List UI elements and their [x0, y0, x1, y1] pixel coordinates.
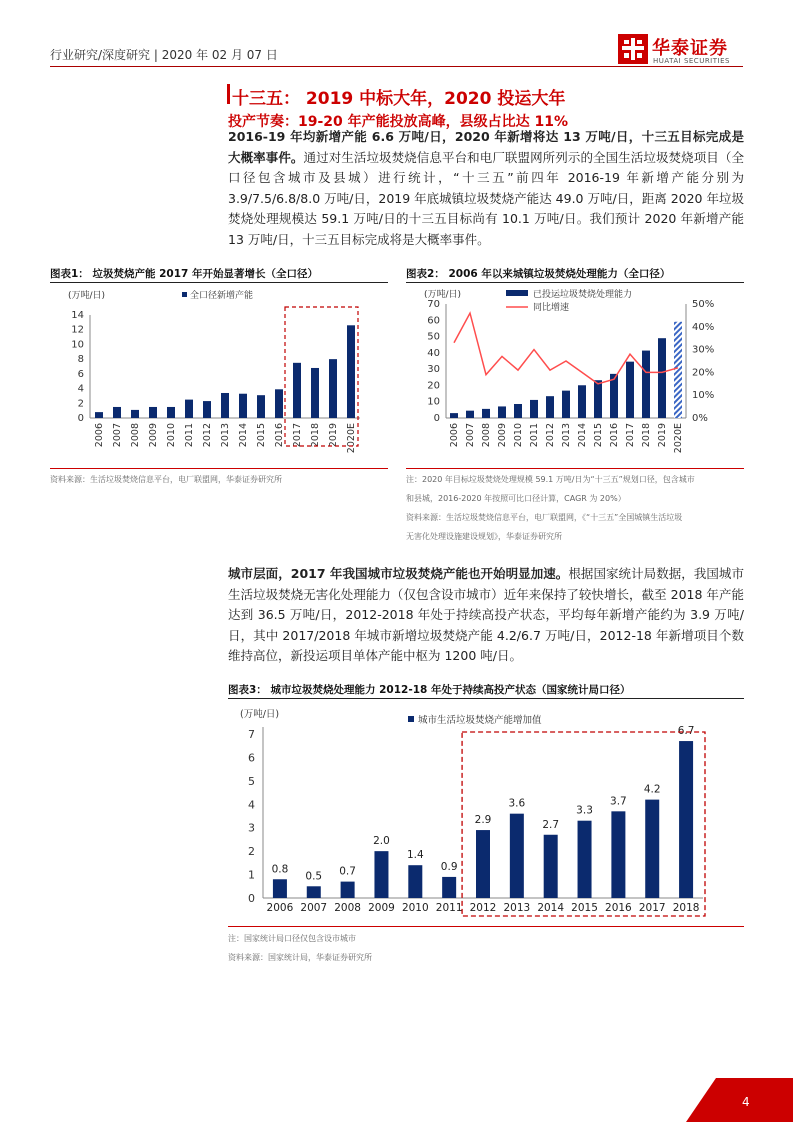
bar [544, 835, 558, 898]
legend-label-bars: 已投运垃圾焚烧处理能力 [533, 290, 633, 300]
y-tick-label: 5 [248, 774, 255, 788]
data-label: 0.7 [339, 865, 356, 878]
bar [466, 411, 474, 418]
report-header-info: 行业研究/深度研究 | 2020 年 02 月 07 日 [50, 48, 278, 62]
page-number-badge [686, 1078, 793, 1122]
data-label: 3.7 [610, 795, 627, 808]
figure-1-chart [50, 285, 390, 465]
x-tick-label: 2019 [328, 423, 339, 448]
bar [293, 363, 301, 418]
x-tick-label: 2010 [401, 902, 429, 914]
bar [498, 406, 506, 418]
figure-1-title: 图表1： 垃圾焚烧产能 2017 年开始显著增长（全口径） [50, 268, 318, 280]
y-tick-label: 0 [433, 413, 440, 424]
section-subtitle: 投产节奏：19-20 年产能投放高峰，县级占比达 11% [228, 114, 569, 130]
figure-2-notes [406, 470, 695, 546]
bar [408, 865, 422, 898]
bar [450, 413, 458, 418]
figure-1-bottom-rule [50, 468, 388, 469]
legend-label-line: 同比增速 [533, 303, 570, 313]
figure-2-source-line-1: 资料来源：生活垃圾焚烧信息平台，电厂联盟网，《“十三五”全国城镇生活垃圾 [406, 513, 683, 522]
legend-label: 城市生活垃圾焚烧产能增加值 [418, 715, 542, 726]
x-tick-label: 2016 [274, 423, 285, 448]
y-tick-label: 4 [77, 383, 84, 395]
bar [594, 380, 602, 418]
bar [510, 814, 524, 898]
x-tick-label: 2015 [256, 423, 267, 448]
bar [578, 385, 586, 418]
y2-tick-label: 40% [692, 321, 715, 333]
bar [546, 396, 554, 418]
x-tick-label: 2013 [503, 902, 531, 914]
y-tick-label: 10 [71, 339, 84, 351]
brand-logo [618, 34, 748, 70]
bar [578, 821, 592, 898]
paragraph-2-lead: 城市层面，2017 年我国城市垃圾焚烧产能也开始明显加速。 [228, 566, 569, 581]
figure-2-note-line-1: 注：2020 年目标垃圾焚烧处理规模 59.1 万吨/日为“十三五”规划口径，包含城市 [406, 475, 695, 484]
data-label: 6.7 [677, 725, 695, 738]
x-tick-label: 2008 [130, 423, 141, 448]
x-tick-label: 2009 [368, 902, 395, 914]
figure-3-title: 图表3： 城市垃圾焚烧处理能力 2012-18 年处于持续高投产状态（国家统计局口径） [228, 684, 631, 696]
figure-2-source-line-2: 无害化处理设施建设规划》，华泰证券研究所 [406, 532, 562, 541]
data-label: 4.2 [643, 783, 661, 796]
paragraph-2 [228, 564, 744, 667]
x-tick-label: 2014 [577, 423, 588, 448]
y-tick-label: 8 [77, 354, 84, 366]
figure-2-bottom-rule [406, 468, 744, 469]
bar [374, 851, 388, 898]
x-tick-label: 2018 [641, 423, 652, 448]
x-tick-label: 2006 [449, 423, 460, 448]
bar [341, 882, 355, 898]
y2-tick-label: 10% [692, 390, 715, 402]
x-tick-label: 2006 [266, 902, 294, 914]
data-label: 1.4 [406, 849, 424, 862]
figure-1-rule [50, 282, 388, 283]
x-tick-label: 2012 [545, 423, 556, 448]
bar [113, 407, 121, 418]
y-tick-label: 4 [248, 798, 255, 812]
legend-swatch-bars [506, 290, 528, 296]
bar [514, 404, 522, 418]
bar [482, 409, 490, 418]
x-tick-label: 2009 [148, 423, 159, 448]
bar [347, 325, 355, 418]
y-tick-label: 40 [427, 347, 440, 359]
paragraph-1-lead: 2016-19 年均新增产能 6.6 万吨/日，2020 年新增将达 13 万吨/日，十三五目标完成是大概率事件。 [228, 129, 744, 165]
data-label: 2.9 [474, 814, 492, 827]
data-label: 3.6 [508, 797, 526, 810]
y-tick-label: 0 [77, 413, 84, 424]
page-number: 4 [742, 1095, 750, 1109]
y-tick-label: 2 [248, 845, 255, 859]
figure-2-chart [406, 285, 746, 465]
bar [611, 811, 625, 898]
y2-tick-label: 50% [692, 299, 715, 310]
data-label: 3.3 [576, 804, 593, 817]
figure-2-note-line-2: 和县城，2016-2020 年按照可比口径计算，CAGR 为 20%） [406, 494, 626, 503]
x-tick-label: 2018 [672, 902, 700, 914]
y-tick-label: 70 [427, 299, 440, 310]
x-tick-label: 2007 [300, 902, 328, 914]
bar-forecast [674, 322, 682, 418]
legend-label: 全口径新增产能 [190, 291, 254, 301]
brand-name-en: HUATAI SECURITIES [653, 57, 730, 65]
x-tick-label: 2011 [529, 423, 540, 448]
bar [530, 400, 538, 418]
x-tick-label: 2009 [497, 423, 508, 448]
x-tick-label: 2010 [513, 423, 524, 448]
bar [239, 394, 247, 418]
data-label: 2.0 [373, 835, 390, 848]
y2-tick-label: 30% [692, 344, 715, 356]
figure-3-source: 资料来源：国家统计局，华泰证券研究所 [228, 953, 372, 962]
x-tick-label: 2012 [469, 902, 497, 914]
figure-3-chart [228, 702, 744, 922]
bar [257, 395, 265, 418]
bar [442, 877, 456, 898]
data-label: 2.7 [542, 818, 560, 831]
x-tick-label: 2008 [334, 902, 361, 914]
paragraph-1-body: 通过对生活垃圾焚烧信息平台和电厂联盟网所列示的全国生活垃圾焚烧项目（全口径包含城市及县城）进行统计，“十三五”前四年 2016-19 年新增产能分别为 3.9/7.5/6.8/8.0 万吨/日，2019 年底城镇垃圾焚烧产能达 49.0 万吨/日，距离 2020 年垃圾焚烧处理规模达 59.1 万吨/日的十三五目标尚有 10.1 万吨/日。我们预计 2020 年新增产能 13 万吨/日，十三五目标完成将是大概率事件。 [228, 149, 744, 247]
legend-swatch [408, 716, 414, 722]
x-tick-label: 2018 [310, 423, 321, 448]
x-tick-label: 2006 [94, 423, 105, 448]
bar [167, 407, 175, 418]
data-label: 0.5 [305, 870, 323, 883]
x-tick-label: 2019 [657, 423, 668, 448]
x-tick-label: 2007 [465, 423, 476, 448]
bar [273, 879, 287, 898]
bar [329, 359, 337, 418]
x-tick-label: 2016 [605, 902, 632, 914]
x-tick-label: 2008 [481, 423, 492, 448]
x-tick-label: 2012 [202, 423, 213, 448]
x-tick-label: 2015 [593, 423, 604, 448]
figure-2-rule [406, 282, 744, 283]
x-tick-label: 2013 [220, 423, 231, 448]
bar [149, 407, 157, 418]
bar [642, 351, 650, 418]
bar [221, 393, 229, 418]
y-axis-label: (万吨/日) [240, 709, 280, 720]
x-tick-label: 2010 [166, 423, 177, 448]
y-tick-label: 14 [71, 310, 84, 321]
bar [476, 830, 490, 898]
section-title: 十三五： 2019 中标大年，2020 投运大年 [232, 89, 566, 109]
paragraph-2-body: 根据国家统计局数据，我国城市生活垃圾焚烧无害化处理能力（仅包含设市城市）近年来保持了较快增长，截至 2018 年产能达到 36.5 万吨/日，2012-2018 年处于持续高投产状态，平均每年新增产能约为 3.9 万吨/日，其中 2017/2018 年城市新增垃圾焚烧产能 4.2/6.7 万吨/日，2012-18 年新增项目个数维持高位，新投运项目单体产能中枢为 1200 吨/日。 [228, 566, 744, 664]
x-tick-label: 2014 [238, 423, 249, 448]
title-accent-bar [227, 84, 230, 104]
y2-tick-label: 0% [692, 413, 708, 424]
x-tick-label: 2017 [638, 902, 666, 914]
y-axis-label: (万吨/日) [68, 291, 106, 301]
bar [658, 338, 666, 418]
y-tick-label: 6 [248, 751, 255, 765]
huatai-logo-icon [618, 34, 648, 64]
data-label: 0.9 [440, 860, 458, 873]
figure-3-notes [228, 929, 372, 967]
y-tick-label: 20 [427, 380, 440, 392]
bar [95, 412, 103, 418]
bar [645, 800, 659, 898]
figure-3-rule [228, 698, 744, 699]
y-tick-label: 3 [248, 821, 255, 835]
figure-2-title: 图表2： 2006 年以来城镇垃圾焚烧处理能力（全口径） [406, 268, 671, 280]
bar [131, 410, 139, 418]
bar [679, 741, 693, 898]
y-tick-label: 7 [248, 728, 255, 742]
figure-1-source: 资料来源：生活垃圾焚烧信息平台，电厂联盟网，华泰证券研究所 [50, 475, 282, 484]
paragraph-1 [228, 127, 744, 251]
figure-3-note: 注：国家统计局口径仅包含设市城市 [228, 934, 356, 943]
y-tick-label: 2 [77, 398, 84, 410]
y2-tick-label: 20% [692, 367, 715, 379]
x-tick-label: 2020E [673, 423, 684, 454]
y-tick-label: 12 [71, 324, 84, 336]
legend-swatch [182, 292, 187, 297]
y-tick-label: 10 [427, 396, 440, 408]
bar [307, 886, 321, 898]
x-tick-label: 2011 [435, 902, 463, 914]
x-tick-label: 2007 [112, 423, 123, 448]
bar [203, 401, 211, 418]
x-tick-label: 2016 [609, 423, 620, 448]
y-tick-label: 60 [427, 315, 440, 327]
y-axis-label: (万吨/日) [424, 290, 462, 300]
x-tick-label: 2014 [537, 902, 565, 914]
bar [185, 400, 193, 418]
bar [562, 391, 570, 418]
y-tick-label: 1 [248, 868, 255, 882]
data-label: 0.8 [271, 863, 289, 876]
figure-3-bottom-rule [228, 926, 744, 927]
x-tick-label: 2017 [292, 423, 303, 448]
x-tick-label: 2015 [571, 902, 598, 914]
y-tick-label: 0 [248, 892, 255, 905]
y-tick-label: 6 [77, 368, 84, 380]
bar [311, 368, 319, 418]
brand-name-cn: 华泰证券 [652, 38, 728, 59]
y-tick-label: 30 [427, 364, 440, 376]
x-tick-label: 2011 [184, 423, 195, 448]
bar [275, 389, 283, 418]
x-tick-label: 2020E [346, 423, 357, 454]
x-tick-label: 2013 [561, 423, 572, 448]
y-tick-label: 50 [427, 331, 440, 343]
x-tick-label: 2017 [625, 423, 636, 448]
bar [626, 362, 634, 418]
